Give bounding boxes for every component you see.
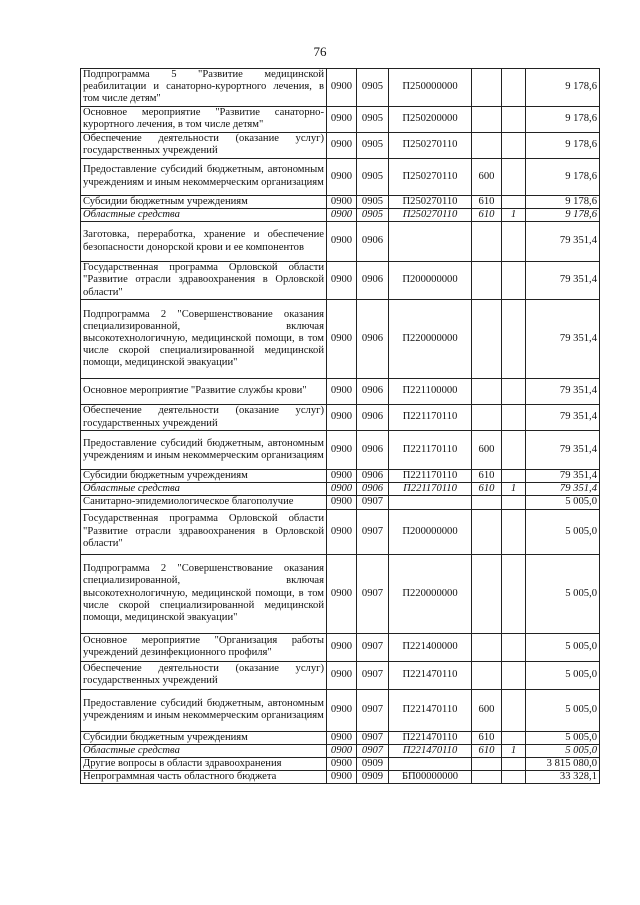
subsection-code: 0905: [357, 106, 389, 132]
target-article-code: П221470110: [389, 744, 472, 757]
subsection-code: 0905: [357, 195, 389, 208]
expense-type-code: [472, 379, 502, 405]
extra-code: [502, 470, 526, 483]
table-row: [81, 470, 600, 483]
extra-code: [502, 195, 526, 208]
amount: 9 178,6: [526, 132, 600, 158]
amount: 9 178,6: [526, 195, 600, 208]
target-article-code: [389, 758, 472, 771]
expense-type-code: [472, 633, 502, 661]
amount: 9 178,6: [526, 158, 600, 195]
target-article-code: П250270110: [389, 132, 472, 158]
row-name: Государственная программа Орловской области "Развитие отрасли здравоохранения в Орловской области": [81, 509, 327, 554]
target-article-code: П250200000: [389, 106, 472, 132]
row-name: Областные средства: [81, 483, 327, 496]
amount: 5 005,0: [526, 731, 600, 744]
subsection-code: 0906: [357, 300, 389, 379]
expense-type-code: [472, 496, 502, 509]
expense-type-code: 610: [472, 731, 502, 744]
section-code: 0900: [327, 731, 357, 744]
expense-type-code: 610: [472, 195, 502, 208]
extra-code: [502, 731, 526, 744]
section-code: 0900: [327, 195, 357, 208]
section-code: 0900: [327, 222, 357, 262]
table-row: [81, 758, 600, 771]
target-article-code: П221170110: [389, 431, 472, 470]
subsection-code: 0907: [357, 509, 389, 554]
row-name: Областные средства: [81, 744, 327, 757]
target-article-code: П250270110: [389, 195, 472, 208]
amount: 5 005,0: [526, 689, 600, 731]
table-row: [81, 208, 600, 221]
expense-type-code: 600: [472, 158, 502, 195]
amount: 79 351,4: [526, 262, 600, 300]
subsection-code: 0907: [357, 496, 389, 509]
target-article-code: П221170110: [389, 405, 472, 431]
expense-type-code: 610: [472, 470, 502, 483]
target-article-code: П221470110: [389, 689, 472, 731]
amount: 5 005,0: [526, 744, 600, 757]
expense-type-code: [472, 262, 502, 300]
subsection-code: 0907: [357, 731, 389, 744]
subsection-code: 0906: [357, 431, 389, 470]
section-code: 0900: [327, 405, 357, 431]
target-article-code: П220000000: [389, 300, 472, 379]
expense-type-code: [472, 771, 502, 784]
expense-type-code: 600: [472, 689, 502, 731]
subsection-code: 0906: [357, 405, 389, 431]
target-article-code: [389, 496, 472, 509]
target-article-code: П221470110: [389, 661, 472, 689]
row-name: Непрограммная часть областного бюджета: [81, 771, 327, 784]
subsection-code: 0907: [357, 633, 389, 661]
expense-type-code: [472, 222, 502, 262]
amount: 5 005,0: [526, 509, 600, 554]
expense-type-code: 610: [472, 744, 502, 757]
table-row: [81, 509, 600, 554]
expense-type-code: [472, 758, 502, 771]
table-row: [81, 222, 600, 262]
subsection-code: 0909: [357, 771, 389, 784]
extra-code: [502, 405, 526, 431]
section-code: 0900: [327, 132, 357, 158]
target-article-code: П221400000: [389, 633, 472, 661]
subsection-code: 0907: [357, 689, 389, 731]
row-name: Предоставление субсидий бюджетным, автономным учреждениям и иным некоммерческим организациям: [81, 431, 327, 470]
table-row: [81, 300, 600, 379]
row-name: Основное мероприятие "Организация работы учреждений дезинфекционного профиля": [81, 633, 327, 661]
subsection-code: 0906: [357, 262, 389, 300]
extra-code: [502, 758, 526, 771]
page-number: 76: [313, 44, 327, 59]
extra-code: [502, 509, 526, 554]
amount: 5 005,0: [526, 661, 600, 689]
extra-code: 1: [502, 744, 526, 757]
section-code: 0900: [327, 69, 357, 107]
section-code: 0900: [327, 470, 357, 483]
section-code: 0900: [327, 106, 357, 132]
amount: 3 815 080,0: [526, 758, 600, 771]
target-article-code: П250000000: [389, 69, 472, 107]
table-row: [81, 496, 600, 509]
expense-type-code: [472, 69, 502, 107]
extra-code: [502, 689, 526, 731]
section-code: 0900: [327, 689, 357, 731]
budget-table-body: [81, 69, 600, 784]
section-code: 0900: [327, 554, 357, 633]
section-code: 0900: [327, 262, 357, 300]
target-article-code: П250270110: [389, 158, 472, 195]
subsection-code: 0907: [357, 554, 389, 633]
subsection-code: 0905: [357, 132, 389, 158]
expense-type-code: [472, 509, 502, 554]
subsection-code: 0906: [357, 483, 389, 496]
row-name: Предоставление субсидий бюджетным, автономным учреждениям и иным некоммерческим организациям: [81, 158, 327, 195]
amount: 5 005,0: [526, 554, 600, 633]
table-row: [81, 132, 600, 158]
target-article-code: П221100000: [389, 379, 472, 405]
extra-code: [502, 300, 526, 379]
extra-code: [502, 222, 526, 262]
section-code: 0900: [327, 431, 357, 470]
table-row: [81, 69, 600, 107]
table-row: [81, 554, 600, 633]
row-name: Субсидии бюджетным учреждениям: [81, 470, 327, 483]
subsection-code: 0909: [357, 758, 389, 771]
section-code: 0900: [327, 483, 357, 496]
row-name: Подпрограмма 5 "Развитие медицинской реабилитации и санаторно-курортного лечения, в том числе детям": [81, 69, 327, 107]
amount: 5 005,0: [526, 633, 600, 661]
row-name: Субсидии бюджетным учреждениям: [81, 195, 327, 208]
table-row: [81, 106, 600, 132]
target-article-code: П221170110: [389, 470, 472, 483]
expense-type-code: [472, 106, 502, 132]
row-name: Основное мероприятие "Развитие службы крови": [81, 379, 327, 405]
table-row: [81, 431, 600, 470]
expense-type-code: [472, 661, 502, 689]
amount: 79 351,4: [526, 483, 600, 496]
section-code: 0900: [327, 661, 357, 689]
row-name: Государственная программа Орловской области "Развитие отрасли здравоохранения в Орловской области": [81, 262, 327, 300]
row-name: Подпрограмма 2 "Совершенствование оказания специализированной, включая высокотехнологичную, медицинской помощи, в том числе скорой специализированной медицинской помощи, медицинской эвакуации": [81, 554, 327, 633]
target-article-code: П221470110: [389, 731, 472, 744]
target-article-code: БП00000000: [389, 771, 472, 784]
amount: 79 351,4: [526, 222, 600, 262]
extra-code: 1: [502, 483, 526, 496]
row-name: Санитарно-эпидемиологическое благополучие: [81, 496, 327, 509]
row-name: Подпрограмма 2 "Совершенствование оказания специализированной, включая высокотехнологичную, медицинской помощи, в том числе скорой специализированной медицинской помощи, медицинской эвакуации": [81, 300, 327, 379]
row-name: Субсидии бюджетным учреждениям: [81, 731, 327, 744]
row-name: Обеспечение деятельности (оказание услуг) государственных учреждений: [81, 661, 327, 689]
expense-type-code: 610: [472, 483, 502, 496]
extra-code: [502, 431, 526, 470]
table-row: [81, 158, 600, 195]
expense-type-code: [472, 300, 502, 379]
extra-code: [502, 554, 526, 633]
extra-code: [502, 379, 526, 405]
row-name: Областные средства: [81, 208, 327, 221]
section-code: 0900: [327, 771, 357, 784]
table-row: [81, 262, 600, 300]
target-article-code: П221170110: [389, 483, 472, 496]
expense-type-code: 600: [472, 431, 502, 470]
amount: 79 351,4: [526, 431, 600, 470]
section-code: 0900: [327, 379, 357, 405]
extra-code: [502, 771, 526, 784]
section-code: 0900: [327, 496, 357, 509]
row-name: Предоставление субсидий бюджетным, автономным учреждениям и иным некоммерческим организациям: [81, 689, 327, 731]
subsection-code: 0905: [357, 158, 389, 195]
target-article-code: П200000000: [389, 509, 472, 554]
table-row: [81, 731, 600, 744]
amount: 9 178,6: [526, 106, 600, 132]
table-row: [81, 633, 600, 661]
extra-code: [502, 661, 526, 689]
target-article-code: [389, 222, 472, 262]
row-name: Заготовка, переработка, хранение и обеспечение безопасности донорской крови и ее компонентов: [81, 222, 327, 262]
table-row: [81, 689, 600, 731]
extra-code: [502, 496, 526, 509]
extra-code: [502, 69, 526, 107]
row-name: Обеспечение деятельности (оказание услуг) государственных учреждений: [81, 405, 327, 431]
subsection-code: 0907: [357, 744, 389, 757]
section-code: 0900: [327, 509, 357, 554]
section-code: 0900: [327, 300, 357, 379]
row-name: Основное мероприятие "Развитие санаторно-курортного лечения, в том числе детям": [81, 106, 327, 132]
target-article-code: П250270110: [389, 208, 472, 221]
extra-code: [502, 262, 526, 300]
table-row: [81, 195, 600, 208]
section-code: 0900: [327, 208, 357, 221]
expense-type-code: [472, 554, 502, 633]
subsection-code: 0906: [357, 379, 389, 405]
table-row: [81, 483, 600, 496]
extra-code: [502, 132, 526, 158]
amount: 9 178,6: [526, 69, 600, 107]
amount: 79 351,4: [526, 470, 600, 483]
section-code: 0900: [327, 633, 357, 661]
extra-code: 1: [502, 208, 526, 221]
section-code: 0900: [327, 758, 357, 771]
section-code: 0900: [327, 744, 357, 757]
budget-table: [80, 68, 600, 784]
target-article-code: П220000000: [389, 554, 472, 633]
subsection-code: 0906: [357, 470, 389, 483]
expense-type-code: [472, 405, 502, 431]
table-row: [81, 744, 600, 757]
extra-code: [502, 633, 526, 661]
expense-type-code: [472, 132, 502, 158]
table-row: [81, 661, 600, 689]
subsection-code: 0905: [357, 69, 389, 107]
amount: 79 351,4: [526, 379, 600, 405]
subsection-code: 0907: [357, 661, 389, 689]
extra-code: [502, 106, 526, 132]
extra-code: [502, 158, 526, 195]
amount: 79 351,4: [526, 300, 600, 379]
row-name: Другие вопросы в области здравоохранения: [81, 758, 327, 771]
section-code: 0900: [327, 158, 357, 195]
table-row: [81, 379, 600, 405]
expense-type-code: 610: [472, 208, 502, 221]
target-article-code: П200000000: [389, 262, 472, 300]
amount: 9 178,6: [526, 208, 600, 221]
subsection-code: 0906: [357, 222, 389, 262]
subsection-code: 0905: [357, 208, 389, 221]
row-name: Обеспечение деятельности (оказание услуг) государственных учреждений: [81, 132, 327, 158]
table-row: [81, 405, 600, 431]
amount: 79 351,4: [526, 405, 600, 431]
table-row: [81, 771, 600, 784]
amount: 33 328,1: [526, 771, 600, 784]
amount: 5 005,0: [526, 496, 600, 509]
